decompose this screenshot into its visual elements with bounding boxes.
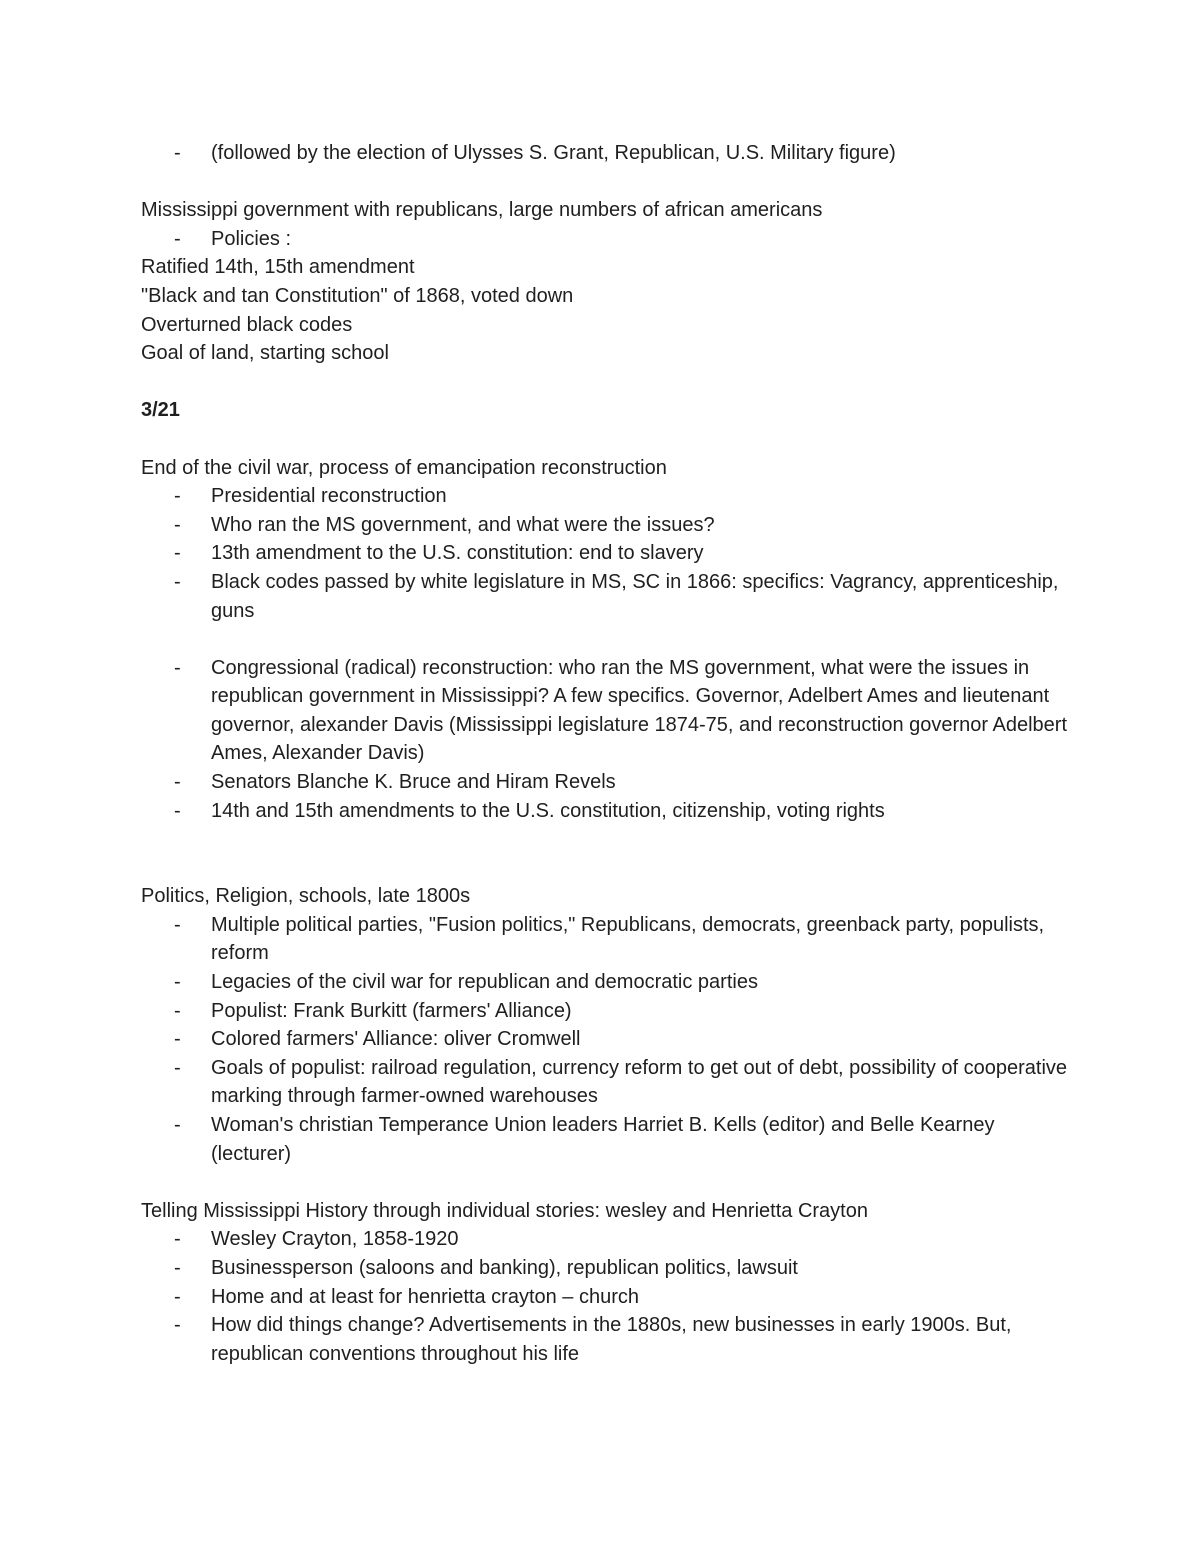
list-item-text: Goals of populist: railroad regulation, currency reform to get out of debt, possibility of cooperative marking through farmer-owned warehouses [211, 1056, 1068, 1108]
list-item-text: Colored farmers' Alliance: oliver Cromwell [211, 1028, 581, 1051]
bullet-dash: - [174, 771, 181, 794]
section-heading: Politics, Religion, schools, late 1800s [141, 885, 471, 908]
bullet-dash: - [174, 971, 181, 994]
text-line: "Black and tan Constitution" of 1868, voted down [141, 284, 574, 307]
list-item [141, 482, 1071, 511]
list-item [141, 1111, 1071, 1168]
date-heading: 3/21 [141, 399, 180, 422]
list-item-text: (followed by the election of Ulysses S. Grant, Republican, U.S. Military figure) [211, 142, 896, 164]
list-item-text: Black codes passed by white legislature in MS, SC in 1866: specifics: Vagrancy, apprenticeship, guns [211, 570, 1059, 622]
list-item [141, 1025, 1071, 1054]
list-item [141, 768, 1071, 797]
bullet-dash: - [174, 1285, 181, 1308]
list-item-text: Multiple political parties, "Fusion politics," Republicans, democrats, greenback party, populists, reform [211, 913, 1045, 965]
list-item-text: Who ran the MS government, and what were the issues? [211, 513, 715, 536]
bullet-dash: - [174, 656, 181, 679]
section-heading: Telling Mississippi History through individual stories: wesley and Henrietta Crayton [141, 1199, 868, 1222]
list-item-text: Presidential reconstruction [211, 485, 447, 508]
list-item [141, 539, 1071, 568]
list-item-text: How did things change? Advertisements in the 1880s, new businesses in early 1900s. But, republican conventions throughout his life [211, 1314, 1012, 1365]
bullet-dash: - [174, 799, 181, 822]
list-item-text: Congressional (radical) reconstruction: who ran the MS government, what were the issues in republican government in Mississippi? A few specifics. Governor, Adelbert Ames and lieutenant governor, alexander Davis (Mississippi legislature 1874-75, and reconstruction governor Adelbert Ames, Alexander Davis) [211, 656, 1068, 765]
list-item-text: Senators Blanche K. Bruce and Hiram Revels [211, 771, 616, 794]
list-item-text: Wesley Crayton, 1858-1920 [211, 1228, 459, 1251]
bullet-dash: - [174, 913, 181, 936]
list-item [141, 911, 1071, 968]
text-line: Goal of land, starting school [141, 342, 389, 365]
list-item-text: Legacies of the civil war for republican and democratic parties [211, 971, 758, 994]
bullet-dash: - [174, 227, 181, 250]
list-item [141, 568, 1071, 625]
list-item [141, 1254, 1071, 1283]
list-item [141, 997, 1071, 1026]
bullet-dash: - [174, 485, 181, 508]
list-item [141, 1225, 1071, 1254]
list-item-text: 14th and 15th amendments to the U.S. constitution, citizenship, voting rights [211, 799, 885, 822]
text-line: Overturned black codes [141, 313, 353, 336]
list-item [141, 1054, 1071, 1111]
list-item-text: Businessperson (saloons and banking), republican politics, lawsuit [211, 1256, 798, 1279]
section-heading: Mississippi government with republicans, large numbers of african americans [141, 199, 823, 222]
document-body [141, 139, 1071, 1368]
bullet-dash: - [174, 1228, 181, 1251]
list-item-text: Woman's christian Temperance Union leaders Harriet B. Kells (editor) and Belle Kearney (lecturer) [211, 1114, 995, 1165]
bullet-dash: - [174, 542, 181, 565]
list-item-text: Policies : [211, 227, 292, 250]
list-item [141, 225, 1071, 254]
bullet-dash: - [174, 1314, 181, 1337]
bullet-dash: - [174, 570, 181, 593]
bullet-dash: - [174, 513, 181, 536]
bullet-dash: - [174, 999, 181, 1022]
text-line: Ratified 14th, 15th amendment [141, 256, 415, 279]
bullet-dash: - [174, 1114, 181, 1136]
list-item-text: 13th amendment to the U.S. constitution: end to slavery [211, 542, 704, 565]
list-item [141, 139, 1071, 168]
bullet-dash: - [174, 142, 181, 164]
list-item [141, 654, 1071, 768]
list-item [141, 1283, 1071, 1312]
list-item-text: Home and at least for henrietta crayton – church [211, 1285, 640, 1308]
list-item [141, 511, 1071, 540]
list-item [141, 1311, 1071, 1368]
bullet-dash: - [174, 1028, 181, 1051]
list-item [141, 968, 1071, 997]
list-item-text: Populist: Frank Burkitt (farmers' Alliance) [211, 999, 572, 1022]
bullet-dash: - [174, 1256, 181, 1279]
bullet-dash: - [174, 1056, 181, 1079]
list-item [141, 797, 1071, 826]
section-heading: End of the civil war, process of emancipation reconstruction [141, 456, 667, 479]
